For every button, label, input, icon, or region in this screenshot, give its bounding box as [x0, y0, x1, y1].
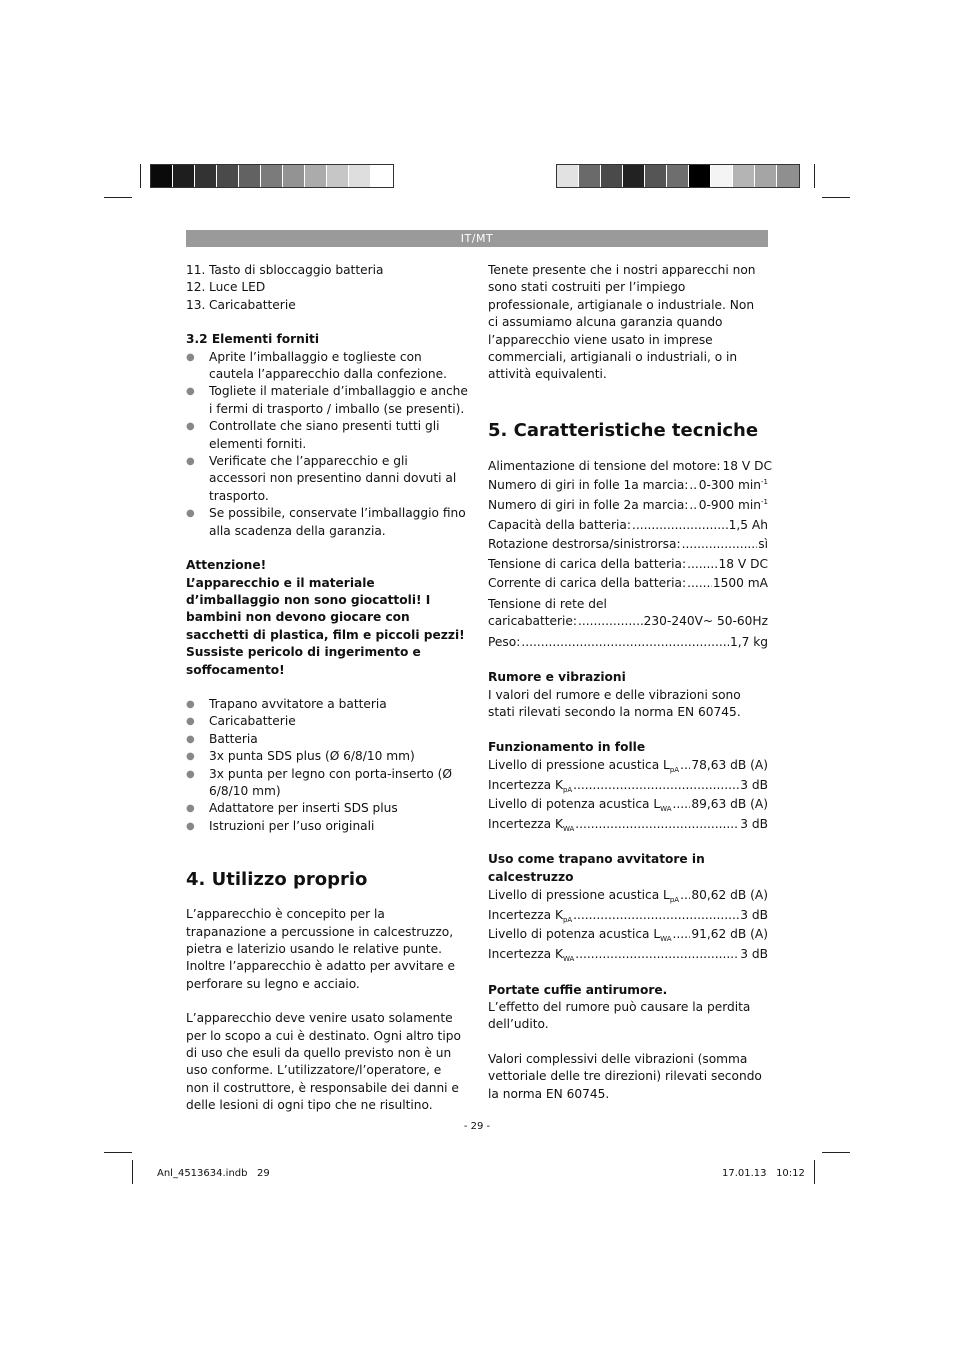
noise-label: Incertezza $K_{WA}$: [488, 816, 575, 833]
crop-mark: [140, 164, 141, 188]
noise-table: [488, 886, 768, 964]
color-calibration-bar-right: [556, 164, 800, 188]
list-number: 11.: [186, 263, 206, 277]
bullet-item: [186, 505, 468, 540]
subsection-title: Uso come trapano avvitatore in calcestruzzo: [488, 852, 705, 884]
list-text: Tasto di sbloccaggio batteria: [209, 263, 384, 277]
color-swatch: [645, 165, 667, 187]
crop-mark: [132, 1160, 133, 1184]
right-column: [488, 262, 772, 1103]
subscript: WA: [562, 824, 575, 833]
list-text: Caricabatterie: [209, 297, 296, 312]
bullet-item: [186, 696, 468, 713]
crop-mark: [822, 197, 850, 198]
spec-label: Corrente di carica della batteria:: [488, 576, 687, 591]
noise-label: Livello di potenza acustica $L_{WA}$: [488, 797, 672, 814]
color-swatch: [327, 165, 349, 187]
section-title: 3.2 Elementi forniti: [186, 332, 320, 347]
noise-row: [488, 756, 768, 776]
paragraph: Valori complessivi delle vibrazioni (somma vettoriale delle tre direzioni) rilevati secondo la norma EN 60745.: [488, 1051, 762, 1101]
spec-row: [488, 496, 768, 516]
bullet-icon: ●: [186, 820, 195, 832]
spec-value: 0-300 $\min^{-1}$: [698, 478, 768, 493]
color-swatch: [283, 165, 305, 187]
bullet-item: [186, 418, 468, 453]
leader-dots: [575, 815, 739, 835]
leader-dots: [575, 945, 739, 965]
paragraph: L’apparecchio deve venire usato solamente per lo scopo a cui è destinato. Ogni altro tipo di uso che esuli da quello previsto non è un uso conforme. L’utilizzatore/l’operatore, e non il costruttore, è responsabile dei danni e delle lesioni di ogni tipo che ne risultino.: [186, 1011, 461, 1113]
bullet-text: Se possibile, conservate l’imballaggio fino alla scadenza della garanzia.: [209, 506, 466, 538]
section-heading: 5. Caratteristiche tecniche: [488, 419, 759, 441]
noise-row: [488, 795, 768, 815]
file-info: Anl_4513634.indb 29: [157, 1168, 270, 1179]
spec-value: 1,5 Ah: [728, 517, 768, 532]
bullet-text: Aprite l’imballaggio e toglieste con cautela l’apparecchio dalla confezione.: [209, 349, 447, 382]
noise-value: 3 dB: [740, 907, 768, 922]
date-info: 17.01.13 10:12: [722, 1168, 805, 1179]
crop-mark: [104, 1152, 132, 1153]
spec-label: Peso:: [488, 634, 521, 649]
bullet-text: Trapano avvitatore a batteria: [209, 696, 387, 711]
bullet-list: [186, 349, 468, 540]
leader-dots: [673, 795, 691, 815]
bullet-text: 3x punta per legno con porta-inserto (Ø 6/8/10 mm): [209, 766, 452, 798]
leader-dots: [687, 574, 712, 594]
color-swatch: [601, 165, 623, 187]
subscript: pA: [562, 785, 573, 794]
spec-row: [488, 516, 768, 536]
spec-row: [488, 535, 768, 555]
subscript: WA: [660, 805, 672, 814]
noise-value: 91,62 dB (A): [691, 927, 768, 942]
list-number: 13.: [186, 297, 206, 312]
section-heading: 4. Utilizzo proprio: [186, 869, 368, 891]
crop-mark: [104, 197, 132, 198]
color-swatch: [557, 165, 579, 187]
list-item: [186, 297, 468, 314]
leader-dots: [680, 886, 690, 906]
subscript: pA: [562, 915, 573, 924]
list-text: Luce LED: [209, 280, 266, 295]
crop-mark: [822, 1152, 850, 1153]
paragraph: L’effetto del rumore può causare la perdita dell’udito.: [488, 1000, 751, 1032]
color-swatch: [689, 165, 711, 187]
subscript: pA: [669, 766, 680, 775]
color-swatch: [755, 165, 777, 187]
bullet-item: [186, 453, 468, 505]
spec-value: 0-900 $\min^{-1}$: [698, 498, 768, 513]
bullet-text: Batteria: [209, 731, 258, 746]
subsection-title: Funzionamento in folle: [488, 739, 646, 754]
noise-label: Incertezza $K_{WA}$: [488, 947, 575, 963]
color-swatch: [305, 165, 327, 187]
bullet-icon: ●: [186, 716, 195, 728]
subscript: WA: [562, 955, 575, 963]
noise-value: 3 dB: [740, 816, 768, 831]
noise-table: [488, 756, 768, 834]
noise-row: [488, 815, 768, 835]
bullet-icon: ●: [186, 751, 195, 763]
bullet-icon: ●: [186, 351, 195, 363]
color-swatch: [151, 165, 173, 187]
noise-value: 89,63 dB (A): [691, 797, 768, 812]
spec-value: 1500 mA: [712, 576, 768, 591]
spec-row: [488, 476, 768, 496]
leader-dots: [673, 925, 691, 945]
noise-value: 78,63 dB (A): [691, 758, 768, 773]
language-tab: IT/MT: [186, 230, 768, 247]
bullet-text: Togliete il materiale d’imballaggio e anche i fermi di trasporto / imballo (se presenti).: [209, 384, 468, 416]
leader-dots: [682, 535, 758, 555]
crop-mark: [814, 164, 815, 188]
spec-label: Alimentazione di tensione del motore:: [488, 458, 721, 473]
leader-dots: [687, 555, 717, 575]
noise-row: [488, 906, 768, 926]
noise-value: 3 dB: [740, 947, 768, 961]
paragraph: I valori del rumore e delle vibrazioni sono stati rilevati secondo la norma EN 60745.: [488, 687, 741, 720]
bullet-icon: ●: [186, 386, 195, 398]
spec-value: 230-240V~ 50-60Hz: [643, 614, 768, 629]
bullet-text: Controllate che siano presenti tutti gli elementi forniti.: [209, 419, 440, 451]
spec-value: 1,7 kg: [729, 634, 768, 649]
bullet-text: Caricabatterie: [209, 714, 296, 729]
bullet-icon: ●: [186, 421, 195, 433]
bullet-icon: ●: [186, 456, 195, 468]
leader-dots: [632, 516, 728, 536]
bullet-item: [186, 383, 468, 418]
noise-value: 80,62 dB (A): [691, 888, 768, 903]
noise-label: Livello di pressione acustica $L_{pA}$: [488, 758, 680, 775]
spec-row: [488, 613, 768, 630]
bullet-item: [186, 800, 468, 817]
spec-value: 18 V DC: [718, 556, 768, 571]
color-swatch: [623, 165, 645, 187]
list-item: [186, 279, 468, 296]
spec-label: caricabatterie:: [488, 614, 577, 629]
spec-label: Tensione di carica della batteria:: [488, 556, 687, 571]
spec-row: [488, 574, 768, 594]
color-swatch: [239, 165, 261, 187]
bullet-item: [186, 731, 468, 748]
spec-label: Tensione di rete del: [488, 597, 607, 611]
unit-exponent: -1: [761, 498, 768, 507]
bullet-text: Verificate che l’apparecchio e gli accessori non presentino danni dovuti al trasporto.: [209, 454, 457, 503]
subscript: pA: [669, 896, 680, 905]
noise-row: [488, 925, 768, 945]
subsection-title: Rumore e vibrazioni: [488, 670, 626, 685]
leader-dots: [573, 906, 739, 926]
spec-label: Numero di giri in folle 1a marcia:: [488, 478, 689, 493]
spec-value: 18 V DC: [722, 458, 772, 473]
list-item: [186, 262, 468, 279]
noise-row: [488, 886, 768, 906]
warning-text: L’apparecchio e il materiale d’imballaggio non sono giocattoli! I bambini non devono giocare con sacchetti di plastica, film e piccoli pezzi! Sussiste pericolo di ingerimento e soffocamento!: [186, 575, 465, 677]
bullet-item: [186, 349, 468, 384]
bullet-icon: ●: [186, 733, 195, 745]
bullet-icon: ●: [186, 698, 195, 710]
crop-mark: [814, 1160, 815, 1184]
bullet-icon: ●: [186, 803, 195, 815]
bullet-text: Istruzioni per l’uso originali: [209, 818, 375, 833]
leader-dots: [680, 756, 690, 776]
bullet-item: [186, 713, 468, 730]
color-swatch: [579, 165, 601, 187]
bullet-item: [186, 818, 468, 835]
spec-row: [488, 457, 772, 477]
color-swatch: [349, 165, 371, 187]
delivery-list: [186, 696, 468, 835]
color-swatch: [733, 165, 755, 187]
spec-row: [488, 633, 768, 653]
bullet-icon: ●: [186, 768, 195, 780]
noise-label: Incertezza $K_{pA}$: [488, 907, 573, 924]
list-number: 12.: [186, 280, 206, 295]
bullet-item: [186, 748, 468, 765]
spec-value: sì: [758, 537, 768, 552]
noise-label: Livello di pressione acustica $L_{pA}$: [488, 888, 680, 905]
warning-title: Attenzione!: [186, 558, 267, 573]
bullet-item: [186, 766, 468, 801]
color-calibration-bar-left: [150, 164, 394, 188]
spec-row: [488, 555, 768, 575]
subscript: WA: [660, 935, 672, 944]
spec-label: Numero di giri in folle 2a marcia:: [488, 498, 689, 513]
noise-label: Livello di potenza acustica $L_{WA}$: [488, 927, 672, 944]
color-swatch: [667, 165, 689, 187]
leader-dots: [573, 776, 739, 796]
parts-list: [186, 262, 468, 314]
color-swatch: [195, 165, 217, 187]
subsection-title: Portate cuffie antirumore.: [488, 982, 668, 997]
bullet-text: 3x punta SDS plus (Ø 6/8/10 mm): [209, 749, 415, 764]
leader-dots: [689, 496, 697, 516]
noise-label: Incertezza $K_{pA}$: [488, 777, 573, 794]
color-swatch: [777, 165, 799, 187]
leader-dots: [689, 476, 697, 496]
bullet-icon: ●: [186, 508, 195, 520]
color-swatch: [217, 165, 239, 187]
spec-label: Capacità della batteria:: [488, 517, 631, 532]
noise-row: [488, 945, 768, 965]
spec-label: Rotazione destrorsa/sinistrorsa:: [488, 537, 681, 552]
bullet-text: Adattatore per inserti SDS plus: [209, 801, 398, 816]
noise-row: [488, 776, 768, 796]
left-column: [186, 262, 468, 1115]
paragraph: Tenete presente che i nostri apparecchi non sono stati costruiti per l’impiego professionale, artigianale o industriale. Non ci assumiamo alcuna garanzia quando l’apparecchio viene usato in imprese commerciali, artigianali o industriali, o in attività equivalenti.: [488, 263, 756, 382]
unit-exponent: -1: [761, 478, 768, 487]
noise-value: 3 dB: [740, 777, 768, 792]
color-swatch: [261, 165, 283, 187]
color-swatch: [711, 165, 733, 187]
spec-row: [488, 596, 768, 613]
color-swatch: [371, 165, 393, 187]
color-swatch: [173, 165, 195, 187]
page-number: - 29 -: [463, 1121, 491, 1132]
paragraph: L’apparecchio è concepito per la trapanazione a percussione in calcestruzzo, pietra e laterizio usando le relative punte. Inoltre l’apparecchio è adatto per avvitare e perforare su legno e acciaio.: [186, 907, 455, 991]
spec-table: [488, 457, 772, 594]
